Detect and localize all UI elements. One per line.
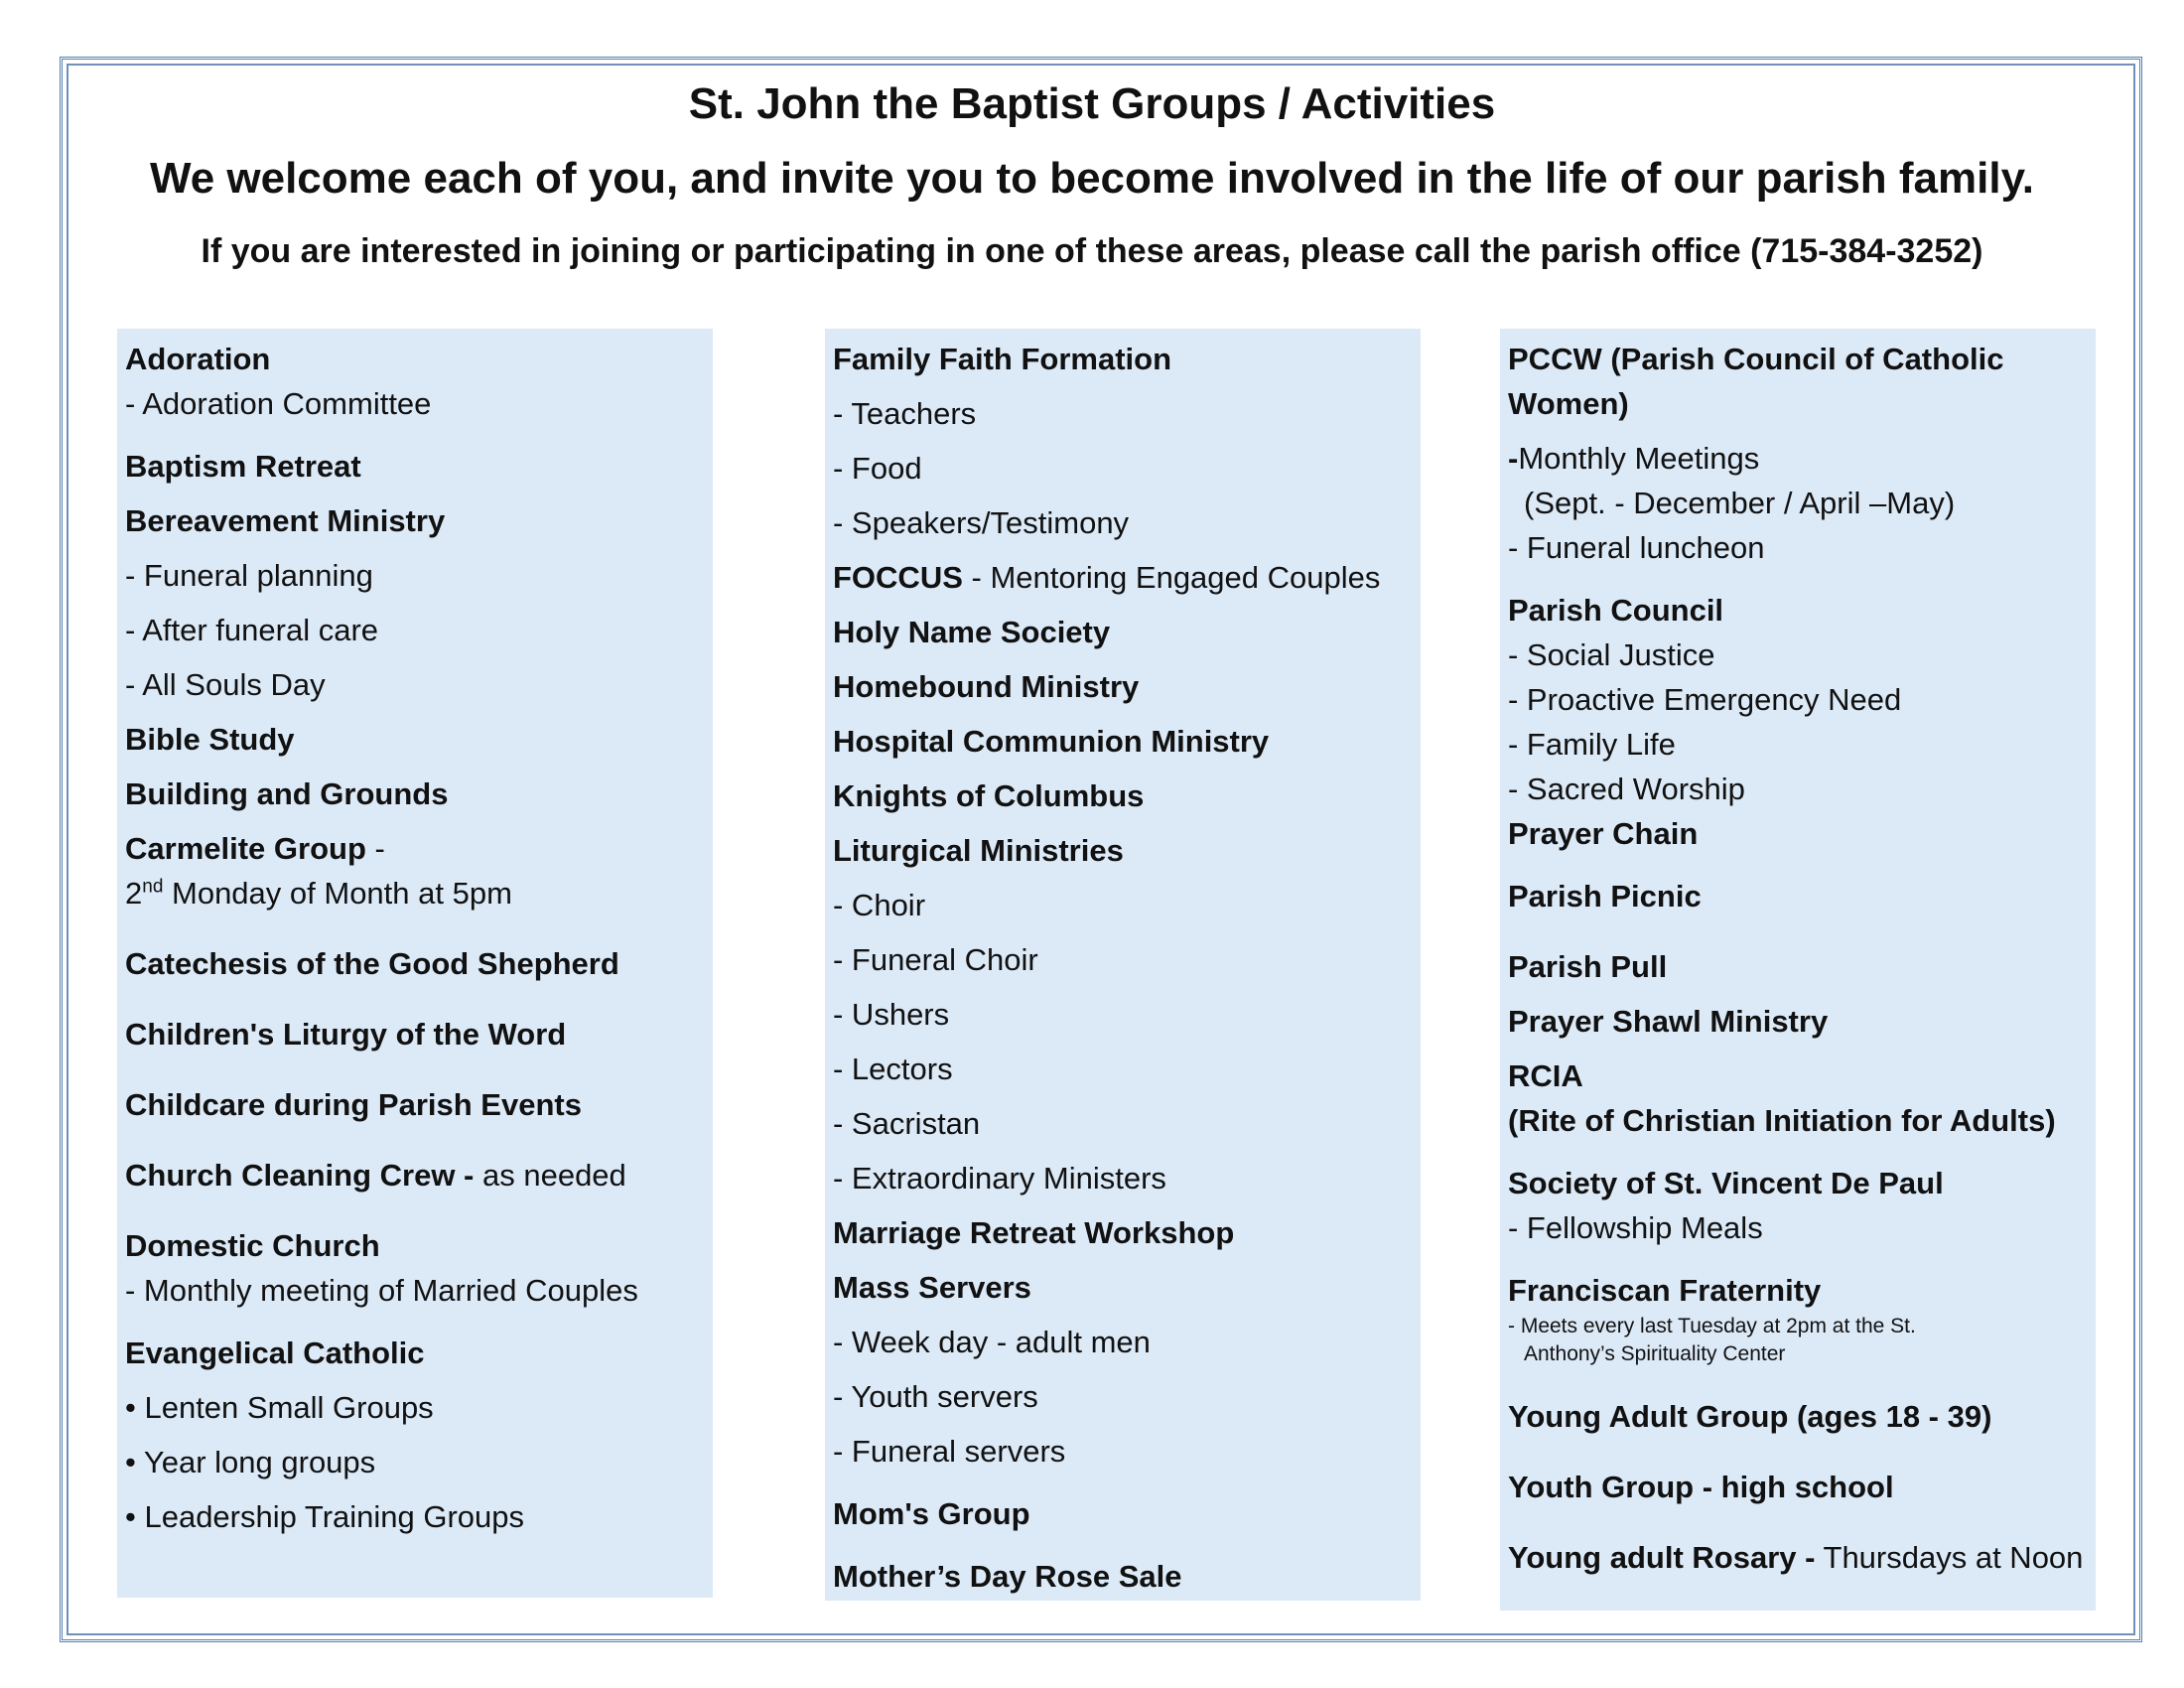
sub-item: - Teachers	[833, 396, 977, 431]
group-young-adult-rosary	[1508, 1535, 2088, 1580]
group-name: Young adult Rosary -	[1508, 1540, 1816, 1575]
sub-item: - Funeral luncheon	[1508, 530, 1765, 565]
sub-item: - All Souls Day	[125, 667, 326, 702]
bullet-item: • Year long groups	[125, 1445, 376, 1479]
sub-item: - Speakers/Testimony	[833, 505, 1130, 540]
group-franciscan-fraternity: Franciscan Fraternity	[1508, 1273, 1822, 1308]
sub-item: - Fellowship Meals	[1508, 1210, 1763, 1245]
schedule-text: Monday of Month at 5pm	[163, 876, 512, 911]
group-rcia-full-name: (Rite of Christian Initiation for Adults)	[1508, 1103, 2056, 1138]
group-baptism-retreat: Baptism Retreat	[125, 449, 361, 484]
franciscan-note: Anthony’s Spirituality Center	[1524, 1342, 1786, 1365]
sub-item: - Sacristan	[833, 1106, 981, 1141]
sub-item: - Choir	[833, 888, 926, 922]
sub-item-dates: (Sept. - December / April –May)	[1524, 486, 1956, 520]
group-family-faith-formation: Family Faith Formation	[833, 342, 1172, 376]
group-carmelite	[125, 826, 705, 871]
carmelite-schedule	[125, 871, 705, 915]
group-prayer-shawl: Prayer Shawl Ministry	[1508, 1004, 1829, 1039]
separator: -	[365, 831, 385, 866]
group-note: Thursdays at Noon	[1815, 1540, 2084, 1575]
sub-item: - Lectors	[833, 1052, 953, 1086]
group-childcare: Childcare during Parish Events	[125, 1087, 582, 1122]
group-knights-of-columbus: Knights of Columbus	[833, 778, 1145, 813]
sub-item: - Funeral Choir	[833, 942, 1038, 977]
group-name: FOCCUS	[833, 560, 963, 595]
group-liturgical-ministries: Liturgical Ministries	[833, 833, 1124, 868]
sub-item: - Monthly meeting of Married Couples	[125, 1273, 638, 1308]
group-homebound-ministry: Homebound Ministry	[833, 669, 1140, 704]
sub-item: - Youth servers	[833, 1379, 1038, 1414]
column-2	[825, 329, 1421, 1601]
sub-item-monthly-meetings	[1508, 436, 2088, 481]
group-st-vincent-de-paul: Society of St. Vincent De Paul	[1508, 1166, 1944, 1200]
item-text: Monthly Meetings	[1518, 441, 1760, 476]
contact-message: If you are interested in joining or participating in one of these areas, please call the parish office (715-384-3252)	[201, 232, 1983, 270]
sub-item: - Extraordinary Ministers	[833, 1161, 1166, 1196]
bullet-item: • Leadership Training Groups	[125, 1499, 525, 1534]
sub-item: - Food	[833, 451, 922, 486]
group-parish-picnic: Parish Picnic	[1508, 879, 1702, 914]
sub-item: - After funeral care	[125, 613, 379, 647]
group-young-adult: Young Adult Group (ages 18 - 39)	[1508, 1399, 1992, 1434]
group-domestic-church: Domestic Church	[125, 1228, 380, 1263]
group-rose-sale: Mother’s Day Rose Sale	[833, 1559, 1182, 1594]
franciscan-note: - Meets every last Tuesday at 2pm at the St.	[1508, 1315, 1916, 1337]
group-parish-pull: Parish Pull	[1508, 949, 1668, 984]
group-adoration: Adoration	[125, 342, 271, 376]
group-name: Carmelite Group	[125, 831, 366, 866]
ordinal-suffix: nd	[142, 876, 164, 898]
group-youth-group: Youth Group - high school	[1508, 1470, 1894, 1504]
group-mass-servers: Mass Servers	[833, 1270, 1031, 1305]
group-rcia: RCIA	[1508, 1058, 1583, 1093]
group-bible-study: Bible Study	[125, 722, 295, 757]
group-parish-council: Parish Council	[1508, 593, 1724, 628]
page-title: St. John the Baptist Groups / Activities	[688, 79, 1496, 128]
group-prayer-chain: Prayer Chain	[1508, 816, 1699, 851]
sub-item: - Proactive Emergency Need	[1508, 682, 1902, 717]
group-moms-group: Mom's Group	[833, 1496, 1030, 1531]
sub-item: - Sacred Worship	[1508, 772, 1745, 806]
group-evangelical-catholic: Evangelical Catholic	[125, 1336, 425, 1370]
sub-item: - Family Life	[1508, 727, 1676, 762]
group-building-grounds: Building and Grounds	[125, 776, 449, 811]
day-number: 2	[125, 876, 143, 911]
group-pccw: PCCW (Parish Council of Catholic Women)	[1508, 342, 2004, 421]
sub-item: - Funeral servers	[833, 1434, 1066, 1469]
sub-item: - Funeral planning	[125, 558, 373, 593]
group-hospital-communion: Hospital Communion Ministry	[833, 724, 1270, 759]
group-note: - Mentoring Engaged Couples	[962, 560, 1381, 595]
sub-item: - Social Justice	[1508, 637, 1715, 672]
column-1	[117, 329, 713, 1598]
sub-item: - Adoration Committee	[125, 386, 432, 421]
group-bereavement-ministry: Bereavement Ministry	[125, 503, 446, 538]
group-note: as needed	[474, 1158, 626, 1193]
sub-item: - Week day - adult men	[833, 1325, 1151, 1359]
group-cleaning-crew	[125, 1153, 705, 1197]
sub-item: - Ushers	[833, 997, 950, 1032]
group-marriage-retreat: Marriage Retreat Workshop	[833, 1215, 1235, 1250]
bullet-item: • Lenten Small Groups	[125, 1390, 434, 1425]
group-catechesis: Catechesis of the Good Shepherd	[125, 946, 619, 981]
group-holy-name-society: Holy Name Society	[833, 615, 1111, 649]
group-foccus	[833, 555, 1413, 600]
dash: -	[1508, 441, 1519, 476]
column-3	[1500, 329, 2096, 1611]
group-name: Church Cleaning Crew -	[125, 1158, 475, 1193]
welcome-message: We welcome each of you, and invite you to become involved in the life of our parish family.	[149, 154, 2035, 203]
group-childrens-liturgy: Children's Liturgy of the Word	[125, 1017, 567, 1052]
